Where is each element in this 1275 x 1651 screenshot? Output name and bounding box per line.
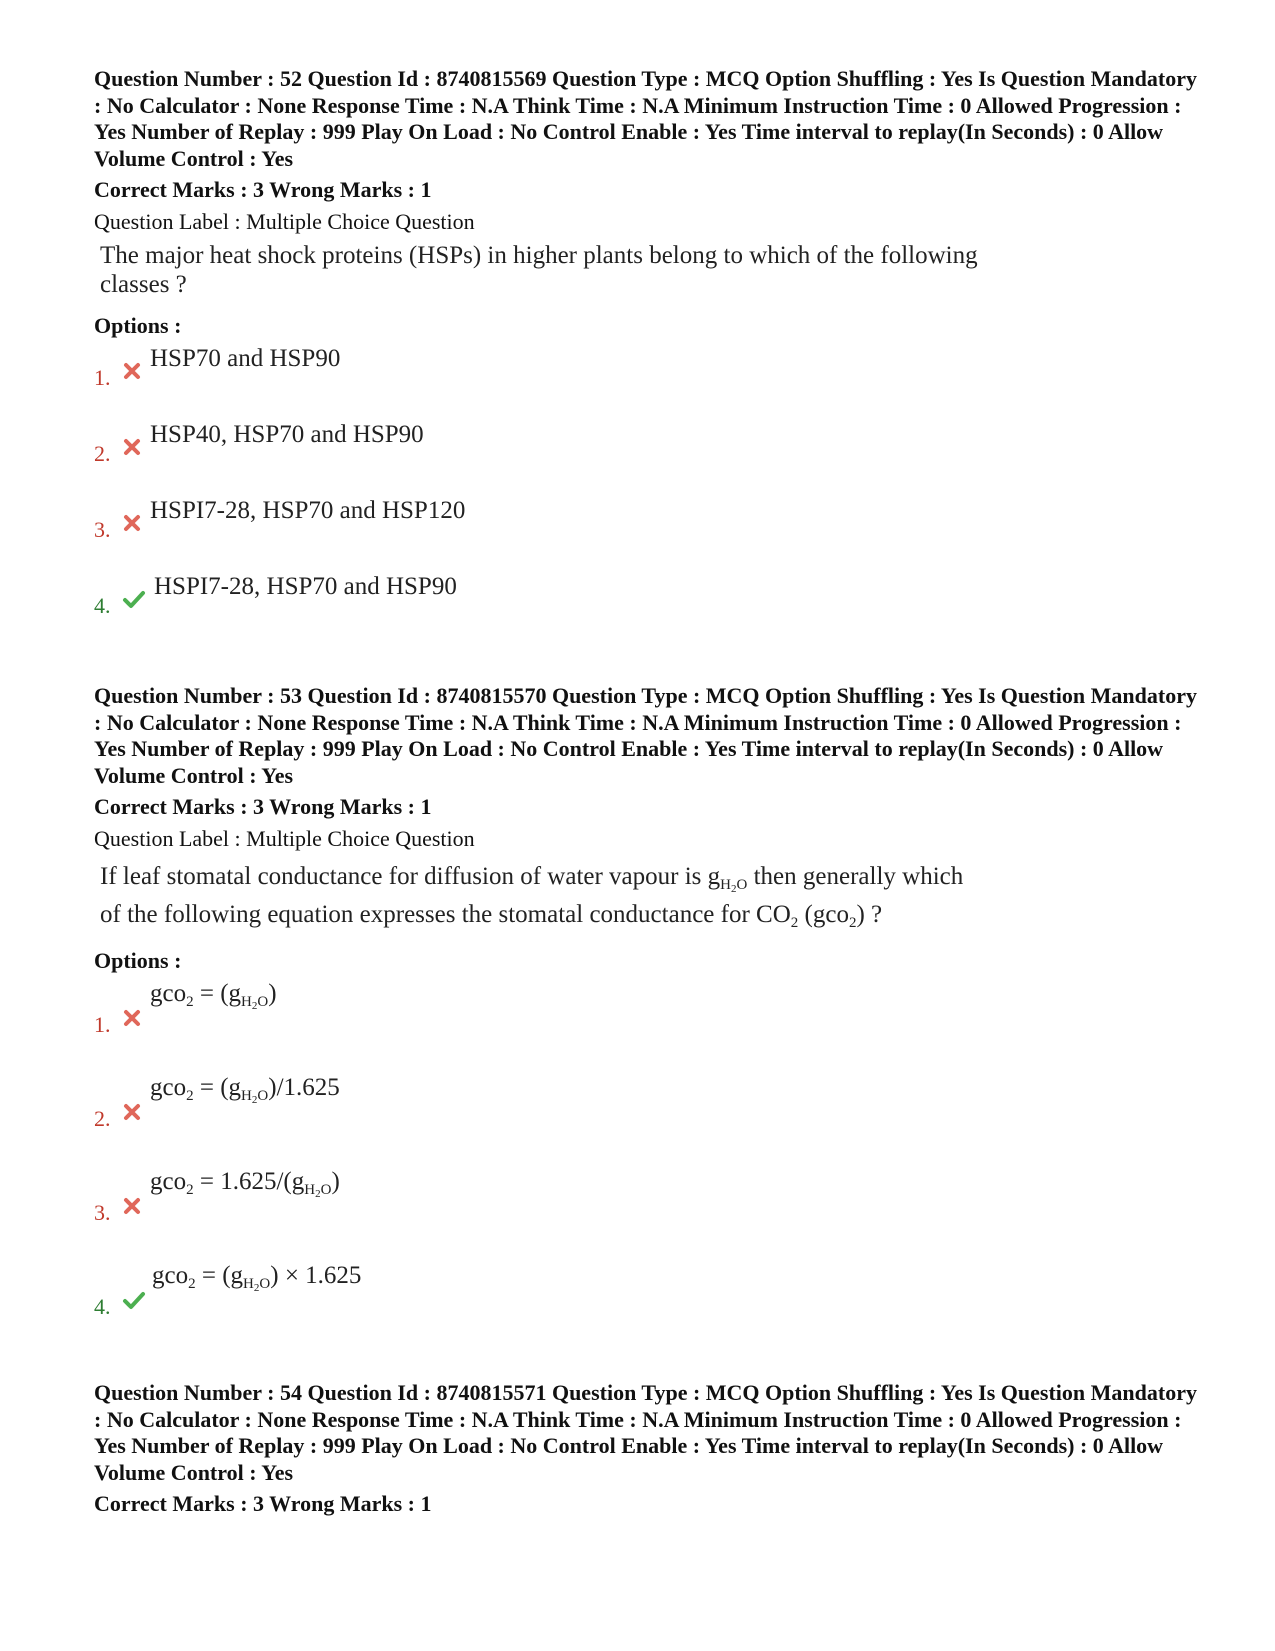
option-formula-prefix: 1.625/ — [220, 1168, 284, 1195]
page — [94, 66, 1204, 1517]
option-number: 2. — [94, 441, 111, 466]
question-text-part: then generally which — [753, 863, 964, 890]
option-4 — [94, 1262, 1204, 1360]
question-text-part: If leaf stomatal conductance for diffusion of water vapour is — [100, 863, 702, 890]
question-53 — [94, 683, 1204, 1360]
option-formula: $gco_2 = 1.625/(g_{H_2O})$ — [150, 1168, 340, 1200]
option-formula-suffix: /1.625 — [276, 1074, 340, 1101]
option-3 — [94, 1168, 1204, 1266]
option-formula: $gco_2 = (g_{H_2O})/1.625$ — [150, 1074, 340, 1106]
question-52 — [94, 66, 1204, 653]
question-label: Question Label : Multiple Choice Question — [94, 826, 475, 851]
option-number: 3. — [94, 1200, 111, 1225]
option-4 — [94, 573, 1204, 653]
check-icon — [122, 589, 146, 609]
question-meta: Question Number : 52 Question Id : 8740815569 Question Type : MCQ Option Shuffling : Yes Is Question Mandatory : No Calculator : None Response Time : N.A Think Time : N.A Minimum Instruction Time : 0 Allowed Progression : Yes Number of Replay : 999 Play On Load : No Control Enable : Yes Time interval to replay(In Seconds) : 0 Allow Volume Control : Yes — [94, 66, 1197, 171]
question-text: If leaf stomatal conductance for diffusion of water vapour is $g_{H_2O}$ then generally which of the following equation expresses the stomatal conductance for $CO_2$ (gco$_2$) ? — [100, 863, 964, 931]
cross-icon — [122, 361, 142, 381]
options-list — [94, 980, 1204, 1360]
cross-icon — [122, 437, 142, 457]
options-heading: Options : — [94, 948, 182, 973]
question-marks: Correct Marks : 3 Wrong Marks : 1 — [94, 794, 432, 819]
option-number: 4. — [94, 1294, 111, 1319]
question-meta: Question Number : 53 Question Id : 8740815570 Question Type : MCQ Option Shuffling : Yes Is Question Mandatory : No Calculator : None Response Time : N.A Think Time : N.A Minimum Instruction Time : 0 Allowed Progression : Yes Number of Replay : 999 Play On Load : No Control Enable : Yes Time interval to replay(In Seconds) : 0 Allow Volume Control : Yes — [94, 683, 1197, 788]
option-text: HSPI7-28, HSP70 and HSP90 — [154, 573, 457, 600]
question-54 — [94, 1380, 1204, 1517]
option-number: 1. — [94, 365, 111, 390]
option-text: HSPI7-28, HSP70 and HSP120 — [150, 497, 466, 524]
question-label: Question Label : Multiple Choice Question — [94, 209, 475, 234]
option-number: 2. — [94, 1106, 111, 1131]
option-number: 1. — [94, 1012, 111, 1037]
question-text-part: of the following equation expresses the stomatal conductance for CO — [100, 901, 791, 928]
check-icon — [122, 1290, 146, 1310]
option-1 — [94, 345, 1204, 425]
question-text-part: ? — [871, 901, 883, 928]
options-list — [94, 345, 1204, 653]
option-2 — [94, 1074, 1204, 1172]
cross-icon — [122, 1008, 142, 1028]
option-number: 3. — [94, 517, 111, 542]
question-marks: Correct Marks : 3 Wrong Marks : 1 — [94, 177, 432, 202]
options-heading: Options : — [94, 313, 182, 338]
option-text: HSP40, HSP70 and HSP90 — [150, 421, 424, 448]
option-3 — [94, 497, 1204, 577]
option-2 — [94, 421, 1204, 501]
option-formula: $gco_2 = (g_{H_2O}) \times 1.625$ — [152, 1262, 362, 1294]
question-text: The major heat shock proteins (HSPs) in higher plants belong to which of the following classes ? — [100, 242, 978, 298]
cross-icon — [122, 1102, 142, 1122]
option-text: HSP70 and HSP90 — [150, 345, 341, 372]
option-formula-suffix: × 1.625 — [278, 1262, 362, 1289]
question-meta: Question Number : 54 Question Id : 8740815571 Question Type : MCQ Option Shuffling : Yes Is Question Mandatory : No Calculator : None Response Time : N.A Think Time : N.A Minimum Instruction Time : 0 Allowed Progression : Yes Number of Replay : 999 Play On Load : No Control Enable : Yes Time interval to replay(In Seconds) : 0 Allow Volume Control : Yes — [94, 1380, 1197, 1485]
option-1 — [94, 980, 1204, 1078]
option-number: 4. — [94, 593, 111, 618]
cross-icon — [122, 1196, 142, 1216]
question-marks: Correct Marks : 3 Wrong Marks : 1 — [94, 1491, 432, 1516]
cross-icon — [122, 513, 142, 533]
option-formula: $gco_2 = (g_{H_2O})$ — [150, 980, 277, 1012]
